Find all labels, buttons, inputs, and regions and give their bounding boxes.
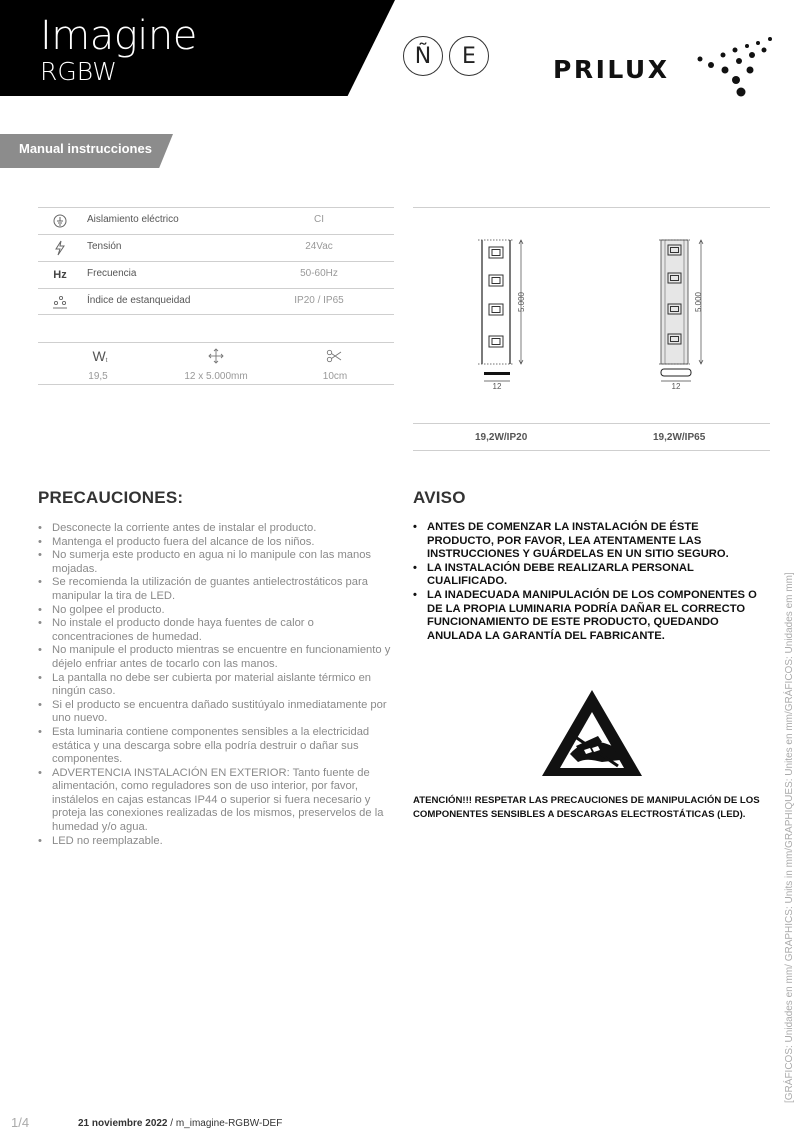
list-item: • No manipule el producto mientras se encuentre en funcionamiento y déjelo enfriar antes de tocarlo con las manos. [38,644,395,671]
list-item: • La pantalla no debe ser cubierta por material aislante térmico en ningún caso. [38,672,395,699]
list-item: • No sumerja este producto en agua ni lo manipule con las manos mojadas. [38,549,395,576]
graphics-units-note: [GRÁFICOS: Unidades en mm/ GRAPHICS: Units in mm/GRAPHIQUES: Unites en mm/GRÁFICOS: Unidades em mm] [784,572,795,1103]
list-item: • LA INADECUADA MANIPULACIÓN DE LOS COMPONENTES O DE LA PROPIA LUMINARIA PODRÍA DAÑAR EL CORRECTO FUNCIONAMIENTO DE ESTE PRODUCTO, QUEDANDO ANULADA LA GARANTÍA DEL FABRICANTE. [413,589,763,643]
weight-icon [90,347,110,365]
dimension-table [38,342,394,385]
aviso-title: AVISO [413,488,466,507]
footer-doc-name: / m_imagine-RGBW-DEF [170,1118,283,1129]
dimensions-arrows-icon [206,347,226,365]
footer-date: 21 noviembre 2022 [78,1118,168,1129]
led-strip-ip20-drawing [470,236,530,396]
brand-logo-text: PRILUX [553,55,670,84]
precauciones-title: PRECAUCIONES: [38,488,184,507]
list-item: • Se recomienda la utilización de guantes antielectrostáticos para manipular la tira de LED. [38,576,395,603]
manual-label: Manual instrucciones [19,141,152,156]
drawings-top-divider [413,207,770,208]
page-number: 1/4 [11,1115,30,1130]
precauciones-list [38,522,395,848]
product-subtitle: RGBW [40,57,117,86]
list-item: • Si el producto se encuentra dañado sustitúyalo inmediatamente por uno nuevo. [38,699,395,726]
spec-row [38,261,394,288]
spec-label: Índice de estanqueidad [87,295,191,306]
ip20-width-label: 12 [492,382,502,391]
brand-dots-icon [690,36,775,100]
scissors-icon [324,347,344,365]
list-item: • No instale el producto donde haya fuentes de calor o concentraciones de humedad. [38,617,395,644]
spec-label: Frecuencia [87,268,137,279]
ip65-width-label: 12 [671,382,681,391]
spec-row [38,288,394,315]
spec-value: CI [314,214,324,225]
cut-length-value: 10cm [322,371,348,382]
spec-label: Tensión [87,241,122,252]
ip65-length-label: 5.000 [694,291,703,313]
atencion-note: ATENCIÓN!!! RESPETAR LAS PRECAUCIONES DE MANIPULACIÓN DE LOS COMPONENTES SENSIBLES A DESCARGAS ELECTROSTÁTICAS (LED). [413,795,760,820]
product-caption-bar [413,423,770,451]
hz-icon: Hz [53,269,67,281]
spec-row [38,207,394,234]
spec-value: IP20 / IP65 [294,295,344,306]
spec-label: Aislamiento eléctrico [87,214,179,225]
language-badge-e: E [449,36,489,76]
spec-table [38,207,394,315]
weight-symbol: W [92,348,106,364]
spec-value: 24Vac [305,241,333,252]
language-badge-n: Ñ [403,36,443,76]
list-item: • LA INSTALACIÓN DEBE REALIZARLA PERSONAL CUALIFICADO. [413,562,763,589]
list-item: • ADVERTENCIA INSTALACIÓN EN EXTERIOR: Tanto fuente de alimentación, como reguladores son de uso interior, por favor, instálelos en cajas estancas IP44 o superior si fuera necesario y proteja las conexiones realizadas de los mismos, preservelos de la humedad y/o agua. [38,767,395,835]
earth-ground-icon [50,212,70,230]
list-item: • Esta luminaria contiene componentes sensibles a la electricidad estática y una descarga sobre ella podría destruir o dañar sus componentes. [38,726,395,767]
product-caption-ip65: 19,2W/IP65 [653,432,706,443]
led-strip-ip65-drawing [656,236,716,396]
product-title: Imagine [40,13,197,59]
esd-warning-icon [540,688,644,778]
list-item: • No golpee el producto. [38,604,395,618]
ip20-length-label: 5.000 [517,291,526,313]
footer-doc-info [78,1118,282,1129]
list-item: • LED no reemplazable. [38,835,395,849]
list-item: • Mantenga el producto fuera del alcance de los niños. [38,536,395,550]
list-item: • Desconecte la corriente antes de instalar el producto. [38,522,395,536]
spec-value: 50-60Hz [300,268,338,279]
water-drops-icon [50,293,70,311]
weight-value: 19,5 [88,371,108,382]
size-value: 12 x 5.000mm [184,371,248,382]
spec-row [38,234,394,261]
product-caption-ip20: 19,2W/IP20 [475,432,528,443]
lightning-icon [50,239,70,257]
list-item: • ANTES DE COMENZAR LA INSTALACIÓN DE ÉSTE PRODUCTO, POR FAVOR, LEA ATENTAMENTE LAS INSTRUCCIONES Y GUÁRDELAS EN UN SITIO SEGURO. [413,521,763,562]
weight-subscript: t [105,358,108,364]
aviso-list [413,521,763,643]
